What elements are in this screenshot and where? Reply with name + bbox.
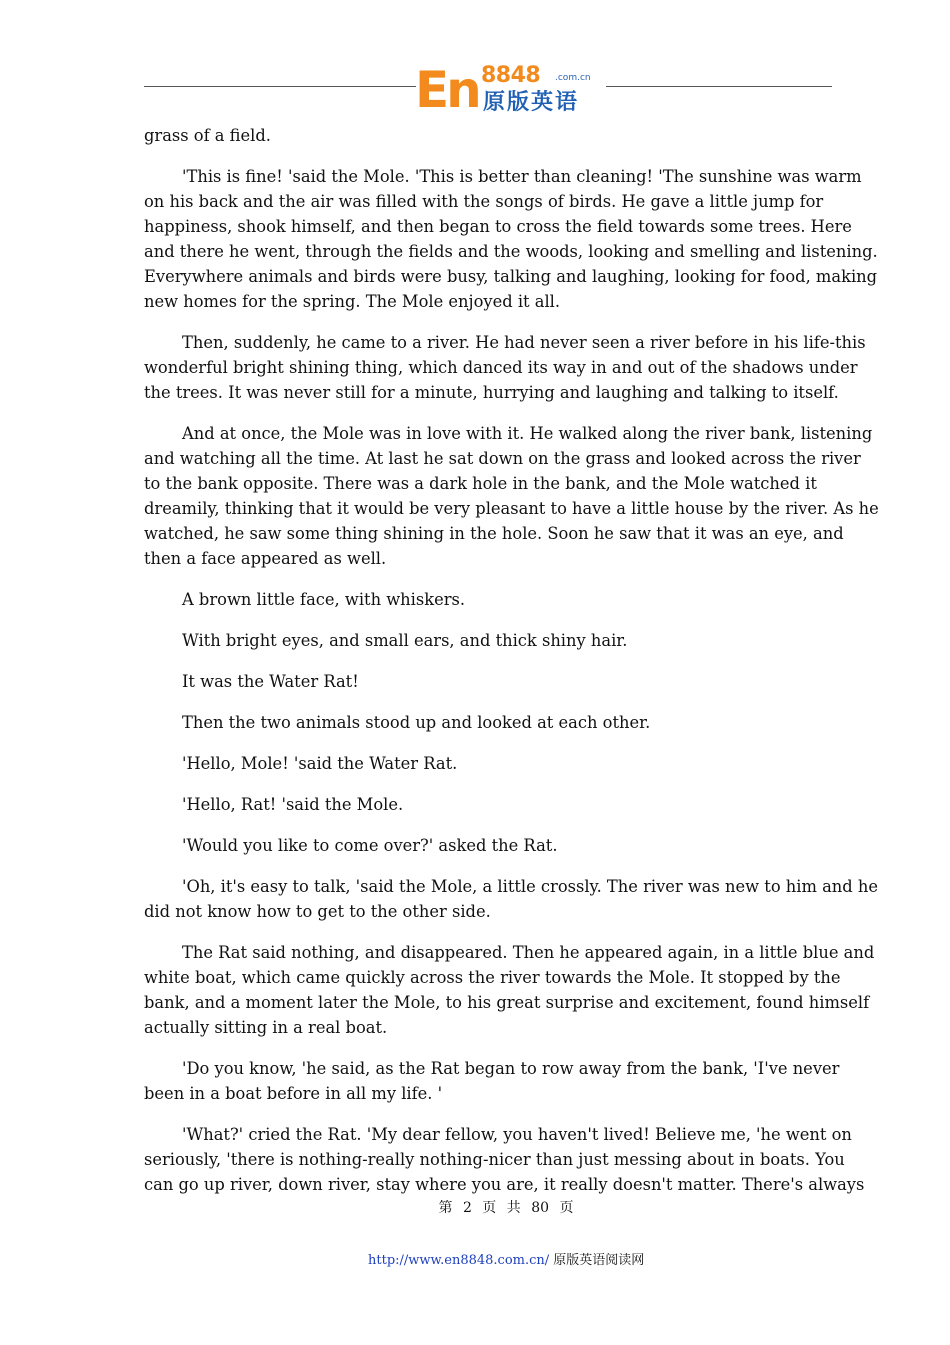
paragraph: 'Oh, it's easy to talk, 'said the Mole, a little crossly. The river was new to him and he did not know how to get to the other side. bbox=[144, 877, 879, 921]
paragraph: 'Would you like to come over?' asked the Rat. bbox=[182, 836, 558, 855]
paragraph: A brown little face, with whiskers. bbox=[182, 590, 466, 609]
paragraph: grass of a field. bbox=[144, 126, 271, 145]
header-rule-right bbox=[606, 86, 832, 87]
logo-en-text: En bbox=[415, 61, 479, 119]
document-body bbox=[144, 123, 879, 1213]
paragraph: 'Hello, Mole! 'said the Water Rat. bbox=[182, 754, 458, 773]
logo-chinese-text: 原版英语 bbox=[483, 90, 580, 115]
header-rule-left bbox=[144, 86, 416, 87]
paragraph: And at once, the Mole was in love with it. He walked along the river bank, listening and watching all the time. At last he sat down on the grass and looked across the river to the bank opposite. There was a dark hole in the bank, and the Mole watched it dreamily, thinking that it would be very pleasant to have a little house by the river. As he watched, he saw some thing shining in the hole. Soon he saw that it was an eye, and then a face appeared as well. bbox=[144, 424, 879, 568]
paragraph: Then, suddenly, he came to a river. He had never seen a river before in his life-this wonderful bright shining thing, which danced its way in and out of the shadows under the trees. It was never still for a minute, hurrying and laughing and talking to itself. bbox=[144, 333, 866, 402]
paragraph: It was the Water Rat! bbox=[182, 672, 359, 691]
paragraph: Then the two animals stood up and looked at each other. bbox=[182, 713, 651, 732]
footer bbox=[368, 1249, 644, 1268]
paragraph: 'What?' cried the Rat. 'My dear fellow, you haven't lived! Believe me, 'he went on seriously, 'there is nothing-really nothing-nicer than just messing about in boats. You can go up river, down river, stay where you are, it really doesn't matter. There's always bbox=[144, 1125, 865, 1194]
paragraph: 'This is fine! 'said the Mole. 'This is better than cleaning! 'The sunshine was warm on his back and the air was filled with the songs of birds. He gave a little jump for happiness, shook himself, and then began to cross the field towards some trees. Here and there he went, through the fields and the woods, looking and smelling and listening. Everywhere animals and birds were busy, talking and laughing, looking for food, making new homes for the spring. The Mole enjoyed it all. bbox=[144, 167, 878, 311]
paragraph: With bright eyes, and small ears, and thick shiny hair. bbox=[182, 631, 628, 650]
footer-site-name: 原版英语阅读网 bbox=[553, 1253, 645, 1268]
paragraph: The Rat said nothing, and disappeared. Then he appeared again, in a little blue and white boat, which came quickly across the river towards the Mole. It stopped by the bank, and a moment later the Mole, to his great surprise and excitement, found himself actually sitting in a real boat. bbox=[144, 943, 875, 1037]
site-logo bbox=[415, 61, 607, 119]
paragraph: 'Hello, Rat! 'said the Mole. bbox=[182, 795, 404, 814]
logo-number: 8848 bbox=[481, 63, 541, 88]
footer-link[interactable]: http://www.en8848.com.cn/ bbox=[368, 1253, 550, 1268]
logo-domain: .com.cn bbox=[555, 73, 591, 83]
paragraph: 'Do you know, 'he said, as the Rat began to row away from the bank, 'I've never been in a boat before in all my life. ' bbox=[144, 1059, 840, 1103]
page-indicator: 第 2 页 共 80 页 bbox=[438, 1200, 574, 1216]
